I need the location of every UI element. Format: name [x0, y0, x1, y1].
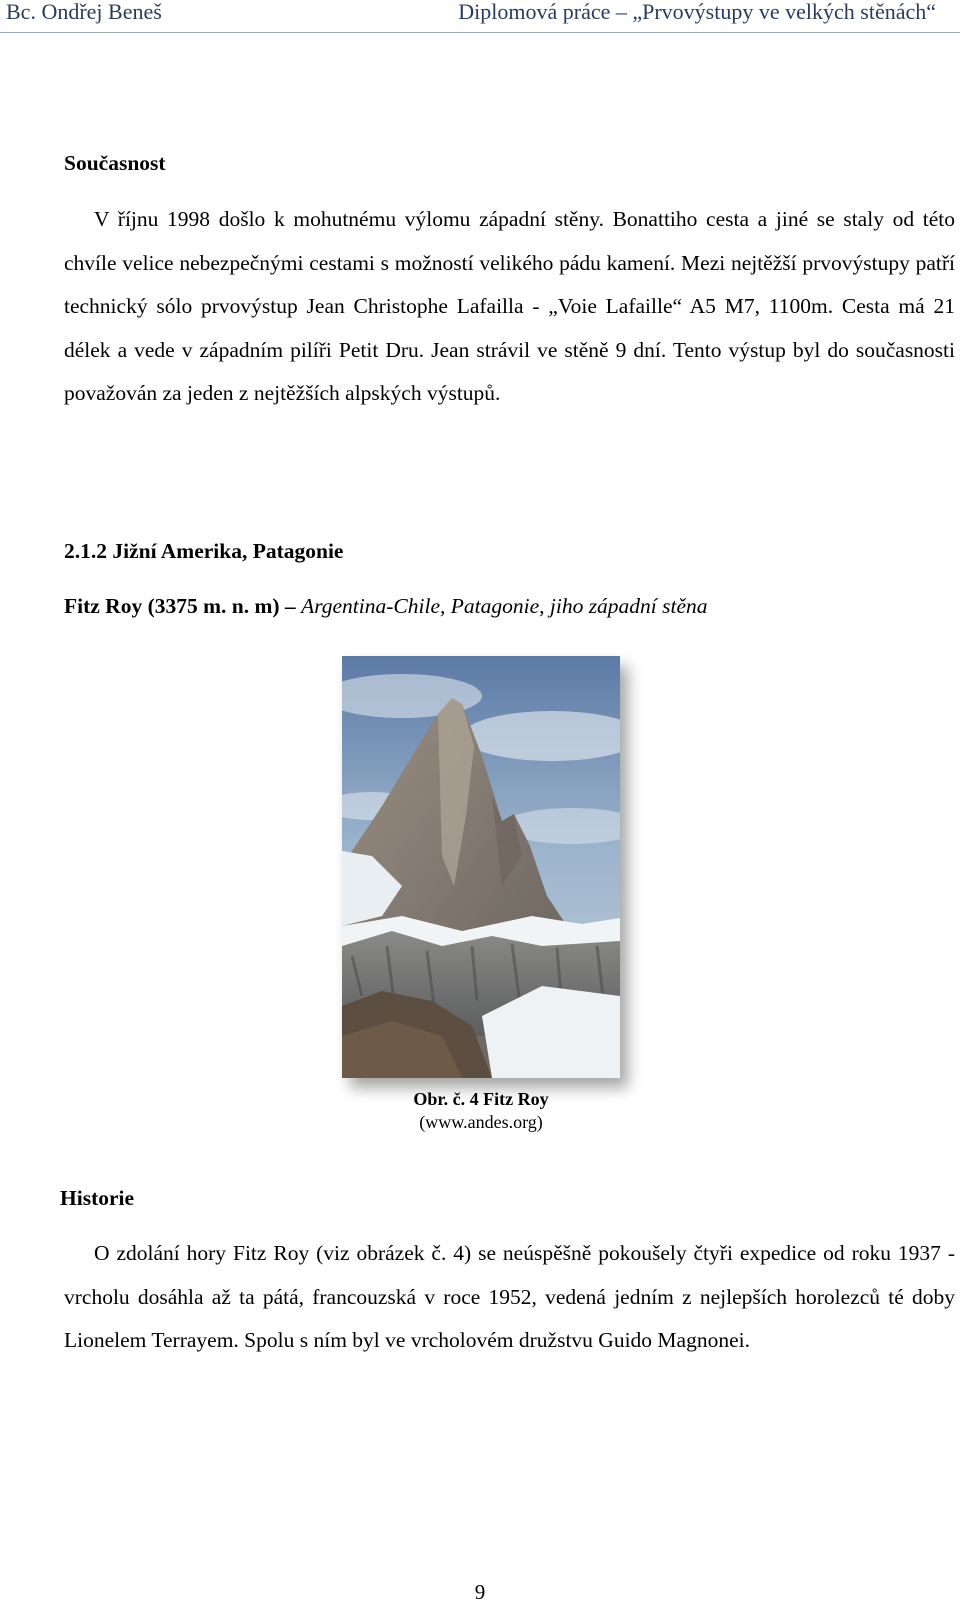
caption-source: (www.andes.org) — [419, 1112, 543, 1132]
figure-caption — [342, 1088, 620, 1134]
header-author: Bc. Ondřej Beneš — [6, 0, 162, 24]
subheading-fitz-roy-location: Argentina-Chile, Patagonie, jiho západní stěna — [301, 594, 708, 618]
figure-photo — [342, 656, 620, 1078]
paragraph-history: O zdolání hory Fitz Roy (viz obrázek č. 4) se neúspěšně pokoušely čtyři expedice od roku 1937 - vrcholu dosáhla až ta pátá, francouzská v roce 1952, vedená jedním z nejlepších horolezců té doby Lionelem Terrayem. Spolu s ním byl ve vrcholovém družstvu Guido Magnonei. — [64, 1241, 955, 1352]
paragraph-current: V říjnu 1998 došlo k mohutnému výlomu západní stěny. Bonattiho cesta a jiné se staly od této chvíle velice nebezpečnými cestami s možností velikého pádu kamení. Mezi nejtěžší prvovýstupy patří technický sólo prvovýstup Jean Christophe Lafailla - „Voie Lafaille“ A5 M7, 1100m. Cesta má 21 délek a vede v západním pilíři Petit Dru. Jean strávil ve stěně 9 dní. Tento výstup byl do současnosti považován za jeden z nejtěžších alpských výstupů. — [64, 207, 955, 405]
caption-title: Obr. č. 4 Fitz Roy — [413, 1089, 549, 1109]
heading-current: Současnost — [64, 151, 166, 175]
subheading-fitz-roy-name: Fitz Roy (3375 m. n. m) – — [64, 594, 296, 618]
heading-history: Historie — [60, 1186, 135, 1210]
header-thesis-title: Diplomová práce – „Prvovýstupy ve velkých stěnách“ — [458, 0, 936, 24]
fitz-roy-photo — [342, 656, 620, 1078]
heading-patagonia: 2.1.2 Jižní Amerika, Patagonie — [64, 539, 344, 563]
subheading-fitz-roy — [64, 594, 708, 619]
page-header — [0, 0, 960, 33]
page-number: 9 — [474, 1580, 486, 1604]
